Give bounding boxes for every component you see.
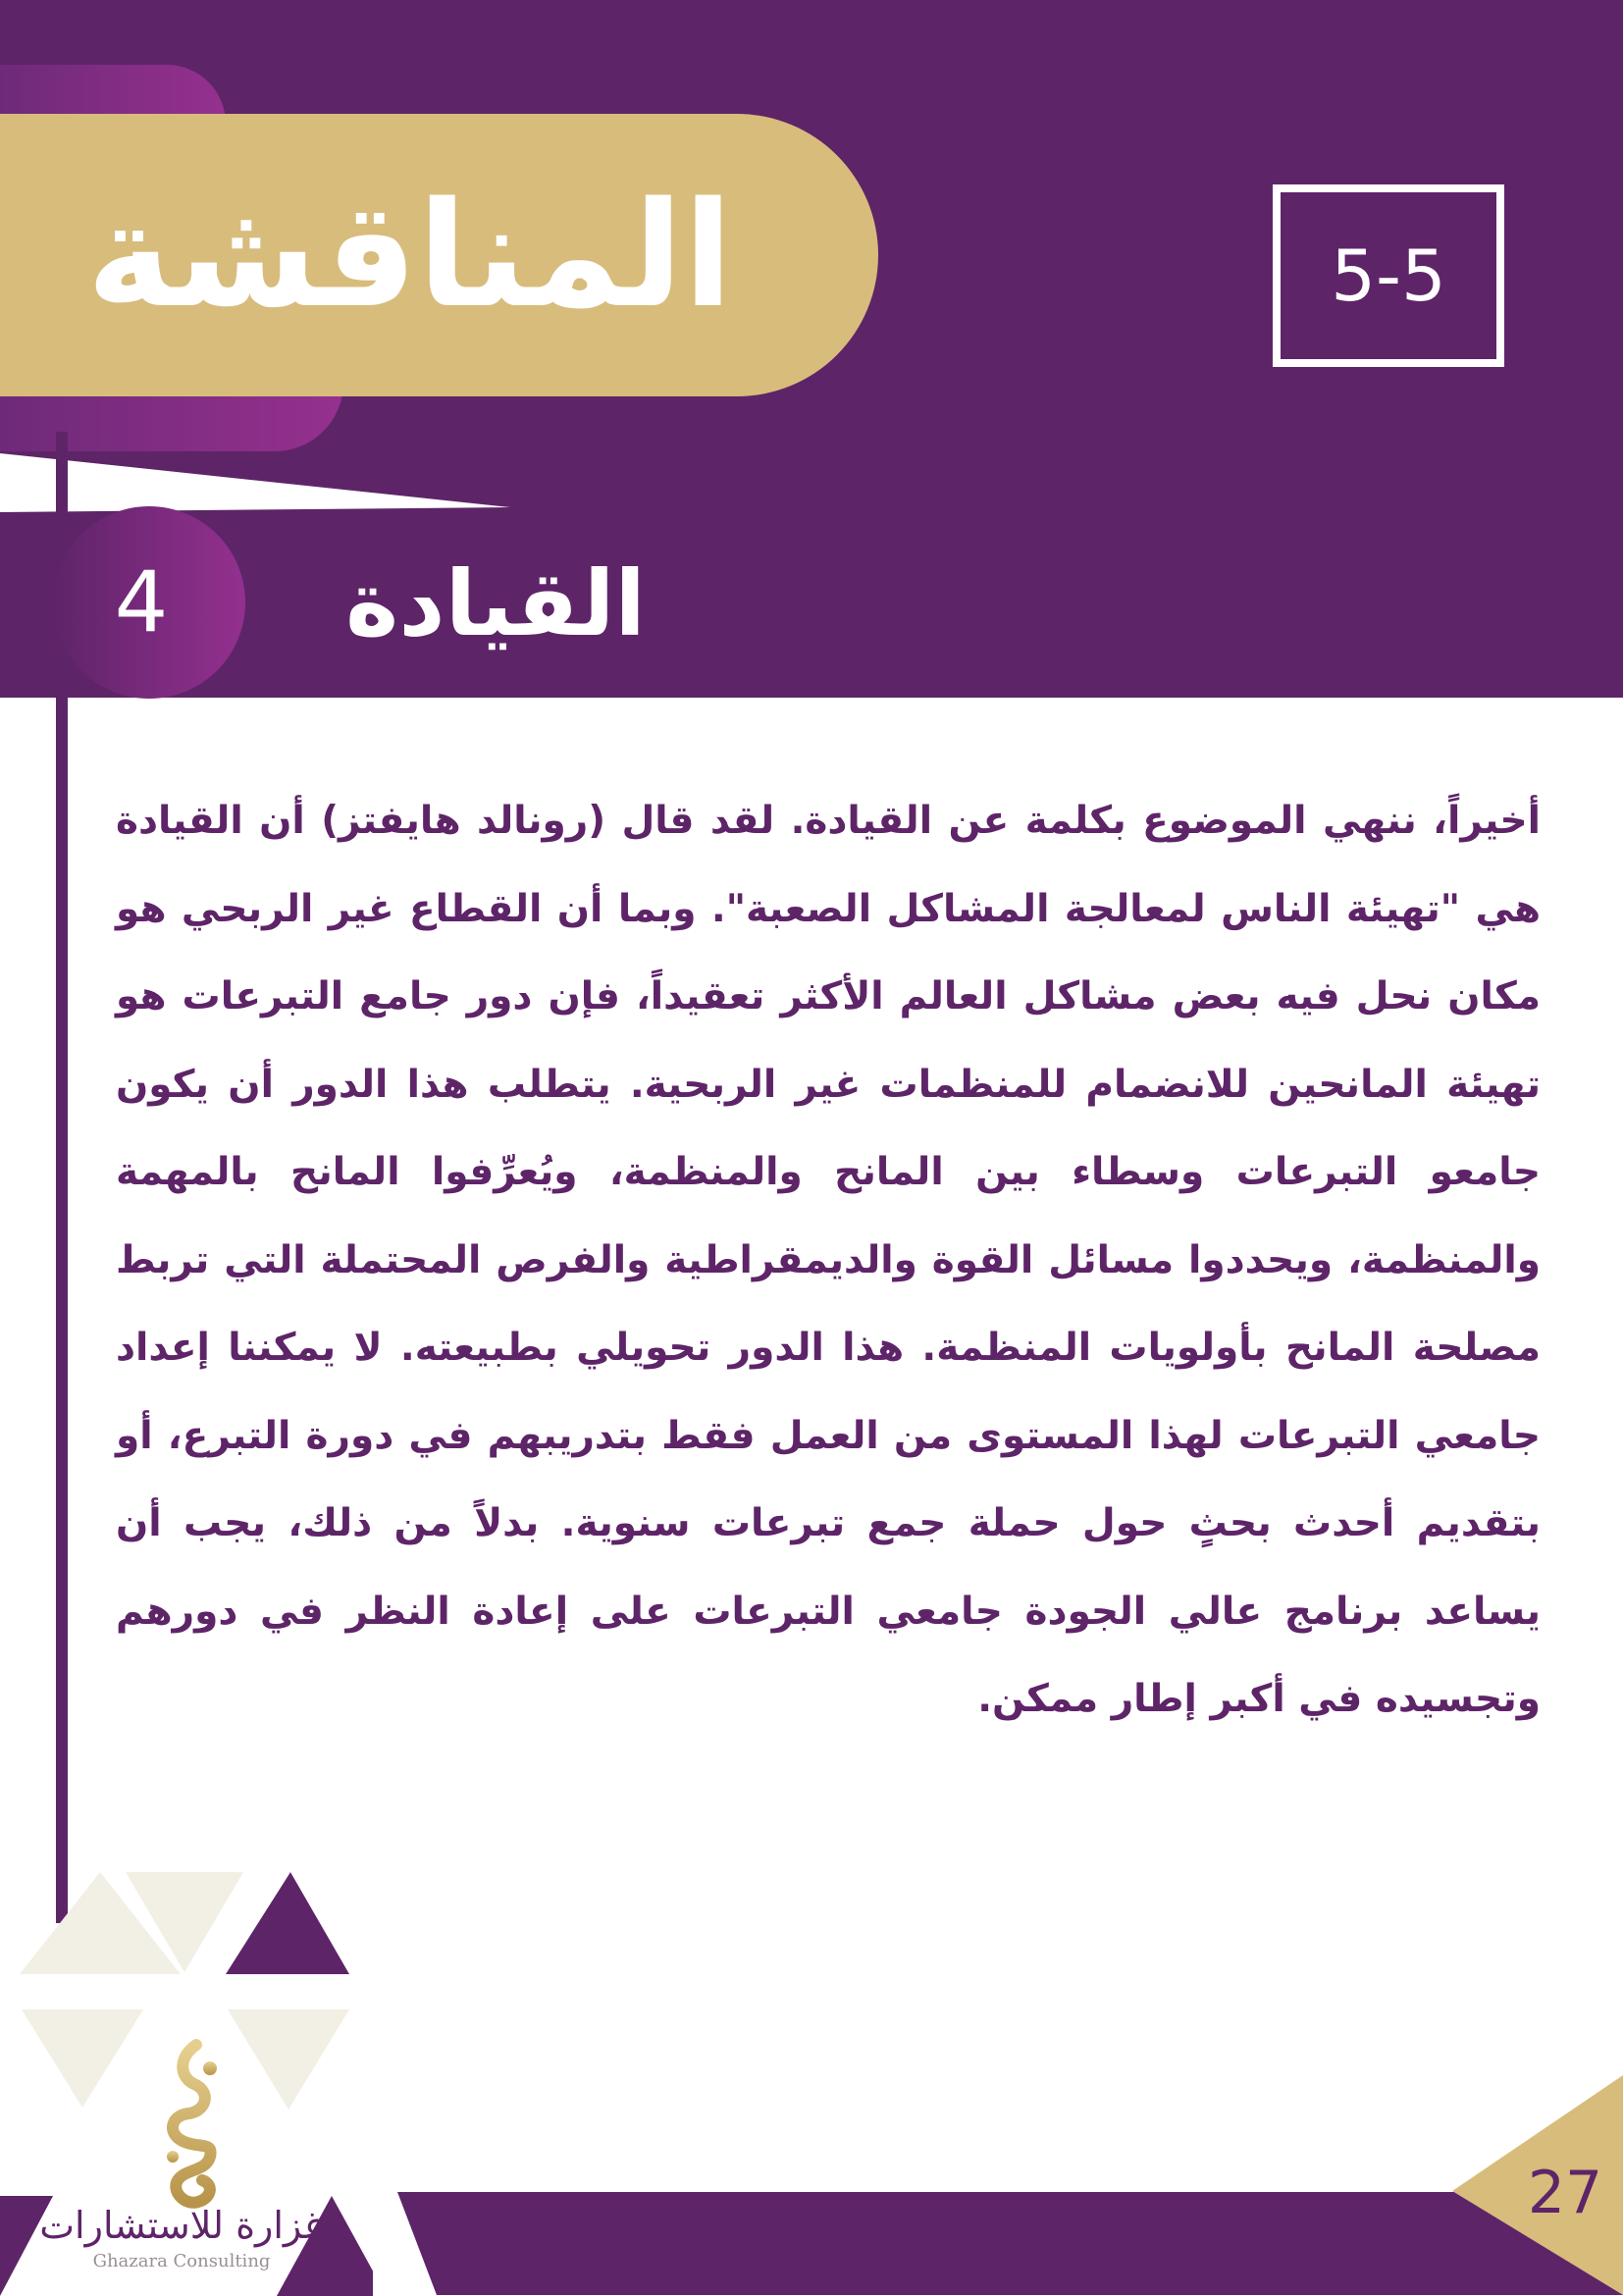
page-title: المناقشة [86,171,733,339]
logo-arabic-text: غزارة للاستشارات [39,2204,324,2247]
footer-band [397,2192,1623,2295]
body-paragraph: أخيراً، ننهي الموضوع بكلمة عن القيادة. لقد قال (رونالد هايفتز) أن القيادة هي "تهيئة الناس لمعالجة المشاكل الصعبة". وبما أن القطاع غير الربحي هو مكان نحل فيه بعض مشاكل العالم الأكثر تعقيداً، فإن دور جامع التبرعات هو تهيئة المانحين للانضمام للمنظمات غير الربحية. يتطلب هذا الدور أن يكون جامعو التبرعات وسطاء بين المانح والمنظمة، ويُعرِّفوا المانح بالمهمة والمنظمة، ويحددوا مسائل القوة والديمقراطية والفرص المحتملة التي تربط مصلحة المانح بأولويات المنظمة. هذا الدور تحويلي بطبيعته. لا يمكننا إعداد جامعي التبرعات لهذا المستوى من العمل فقط بتدريبهم في دورة التبرع، أو بتقديم أحدث بحثٍ حول حملة جمع تبرعات سنوية. بدلاً من ذلك، يجب أن يساعد برنامج عالي الجودة جامعي التبرعات على إعادة النظر في دورهم وتجسيده في أكبر إطار ممكن. [116,799,1541,1721]
logo-english-text: Ghazara Consulting [92,2250,271,2271]
chapter-title: القيادة [345,550,646,656]
section-number-box: 5-5 [1273,184,1504,367]
ghazara-logo-icon [137,2039,245,2216]
white-pennant [0,453,510,512]
page-number: 27 [1527,2159,1603,2227]
chapter-number: 4 [114,553,169,652]
